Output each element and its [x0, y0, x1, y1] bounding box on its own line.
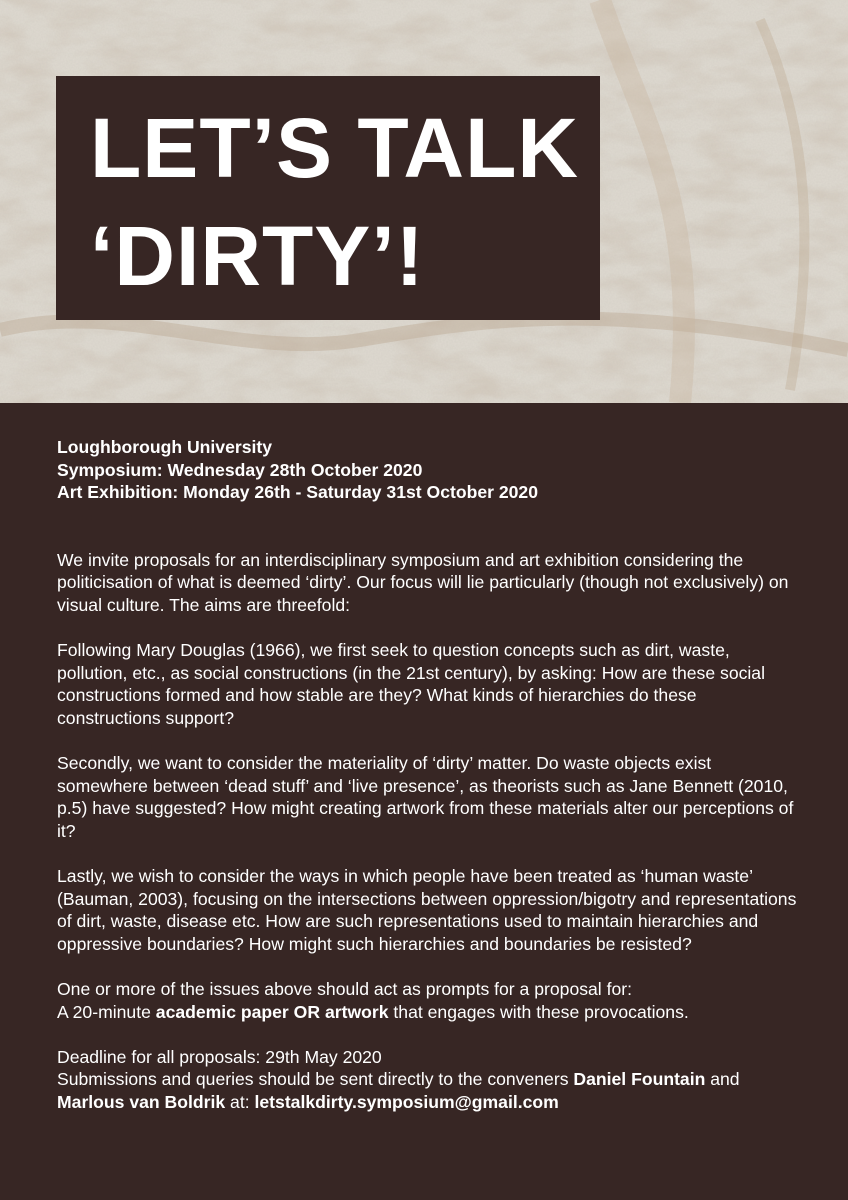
submission-and: and — [705, 1069, 740, 1090]
convener-2: Marlous van Boldrik — [57, 1092, 226, 1113]
title-line-1: LET’S TALK — [90, 101, 580, 195]
submission-pre: Submissions and queries should be sent directly to the conveners — [57, 1069, 574, 1090]
second-aim-text: Secondly, we want to consider the materiality of ‘dirty’ matter. Do waste objects exist somewhere between ‘dead stuff’ and ‘live presence’, as theorists such as Jane Bennett (2010, p.5) have suggested? How might creating artwork from these materials alter our perceptions of it? — [57, 753, 794, 841]
proposal-prompt — [57, 978, 797, 1023]
third-aim-paragraph — [57, 865, 797, 955]
title-line-2: ‘DIRTY’! — [90, 209, 425, 303]
contact-email[interactable]: letstalkdirty.symposium@gmail.com — [254, 1092, 559, 1113]
exhibition-dates: Art Exhibition: Monday 26th - Saturday 31st October 2020 — [57, 482, 539, 503]
submission-at: at: — [225, 1092, 255, 1113]
second-aim-paragraph — [57, 752, 797, 842]
intro-paragraph — [57, 549, 797, 617]
deadline-line: Deadline for all proposals: 29th May 2020 — [57, 1046, 382, 1067]
deadline-block — [57, 1046, 797, 1114]
hero-texture-banner — [0, 0, 848, 403]
first-aim-paragraph — [57, 639, 797, 729]
third-aim-text: Lastly, we wish to consider the ways in which people have been treated as ‘human waste’ (Bauman, 2003), focusing on the intersections between oppression/bigotry and representations of dirt, waste, disease etc. How are such representations used to maintain hierarchies and oppressive boundaries? How might such hierarchies and boundaries be resisted? — [57, 866, 797, 954]
prompt-format-pre: A 20-minute — [57, 1001, 156, 1022]
submission-info — [57, 1068, 797, 1113]
first-aim-text: Following Mary Douglas (1966), we first seek to question concepts such as dirt, waste, pollution, etc., as social constructions (in the 21st century), by asking: How are these social constructions formed and how stable are they? What kinds of hierarchies do these constructions support? — [57, 640, 766, 728]
convener-1: Daniel Fountain — [573, 1069, 706, 1090]
prompt-format-post: that engages with these provocations. — [388, 1001, 689, 1022]
prompt-format — [57, 1001, 797, 1024]
prompt-format-bold: academic paper OR artwork — [155, 1001, 389, 1022]
intro-text: We invite proposals for an interdisciplinary symposium and art exhibition considering the politicisation of what is deemed ‘dirty’. Our focus will lie particularly (though not exclusively) on visual culture. The aims are threefold: — [57, 549, 789, 615]
event-header — [57, 436, 797, 504]
university-name: Loughborough University — [57, 437, 273, 457]
title-box — [56, 76, 600, 320]
symposium-date: Symposium: Wednesday 28th October 2020 — [57, 459, 423, 480]
main-content — [57, 436, 797, 1114]
prompt-line: One or more of the issues above should act as prompts for a proposal for: — [57, 979, 633, 1000]
